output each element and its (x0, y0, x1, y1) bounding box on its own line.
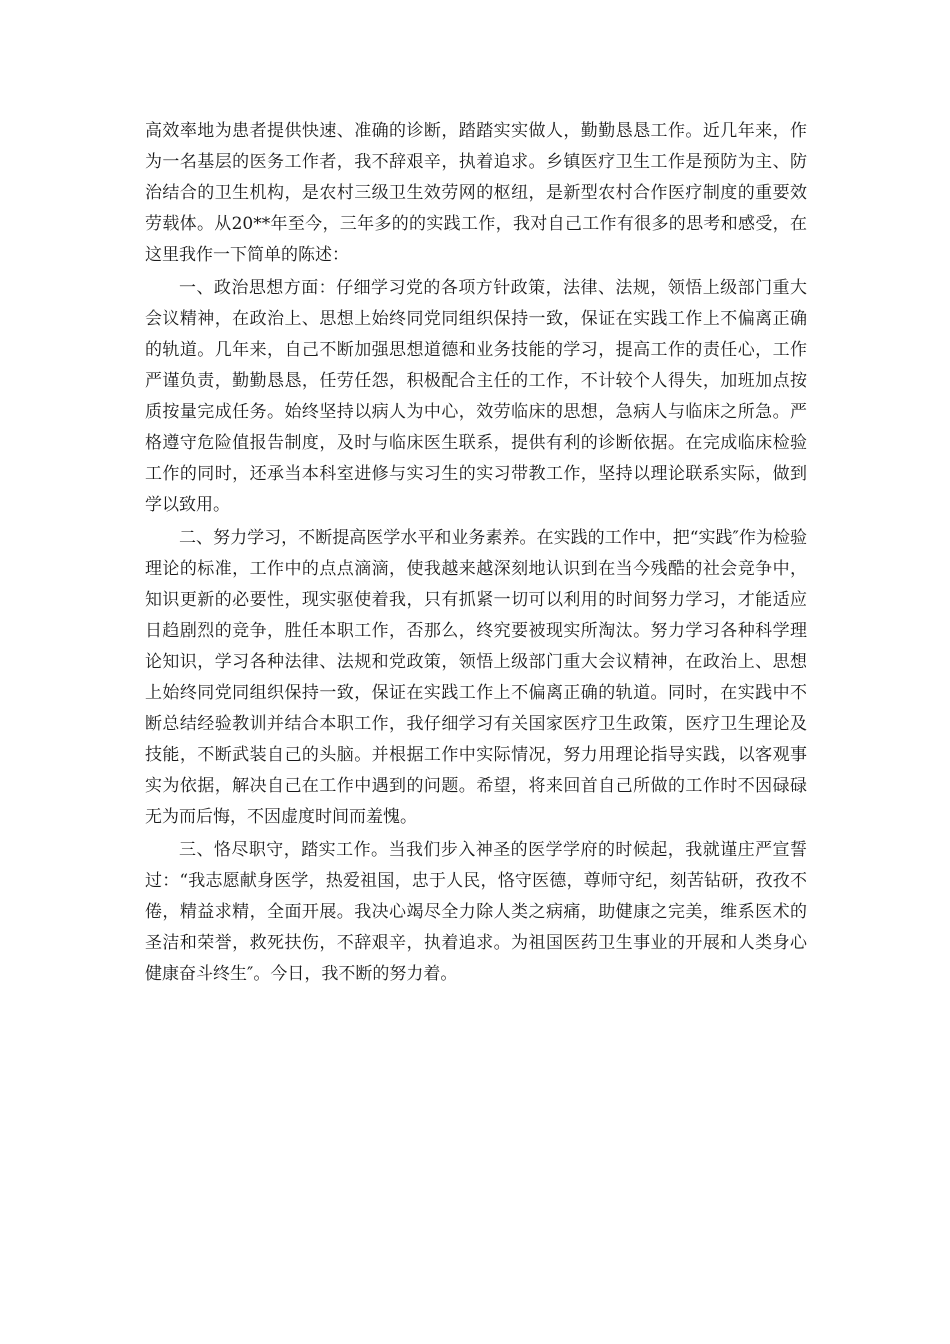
paragraph-study: 二、努力学习，不断提高医学水平和业务素养。在实践的工作中，把“实践″作为检验理论的标准，工作中的点点滴滴，使我越来越深刻地认识到在当今残酷的社会竞争中，知识更新的必要性，现实驱使着我，只有抓紧一切可以利用的时间努力学习，才能适应日趋剧烈的竞争，胜任本职工作，否那么，终究要被现实所淘汰。努力学习各种科学理论知识，学习各种法律、法规和党政策，领悟上级部门重大会议精神，在政治上、思想上始终同党同组织保持一致，保证在实践工作上不偏离正确的轨道。同时，在实践中不断总结经验教训并结合本职工作，我仔细学习有关国家医疗卫生政策，医疗卫生理论及技能，不断武装自己的头脑。并根据工作中实际情况，努力用理论指导实践，以客观事实为依据，解决自己在工作中遇到的问题。希望，将来回首自己所做的工作时不因碌碌无为而后悔，不因虚度时间而羞愧。 (145, 528, 807, 827)
paragraph-political-thought: 一、政治思想方面：仔细学习党的各项方针政策，法律、法规，领悟上级部门重大会议精神，在政治上、思想上始终同党同组织保持一致，保证在实践工作上不偏离正确的轨道。几年来，自己不断加强思想道德和业务技能的学习，提高工作的责任心，工作严谨负责，勤勤恳恳，任劳任怨，积极配合主任的工作，不计较个人得失，加班加点按质按量完成任务。始终坚持以病人为中心，效劳临床的思想，急病人与临床之所急。严格遵守危险值报告制度，及时与临床医生联系，提供有利的诊断依据。在完成临床检验工作的同时，还承当本科室进修与实习生的实习带教工作，坚持以理论联系实际，做到学以致用。 (145, 278, 807, 515)
document-body (145, 116, 807, 992)
paragraph-duty: 三、恪尽职守，踏实工作。当我们步入神圣的医学学府的时候起，我就谨庄严宣誓过：“我志愿献身医学，热爱祖国，忠于人民，恪守医德，尊师守纪，刻苦钻研，孜孜不倦，精益求精，全面开展。我决心竭尽全力除人类之病痛，助健康之完美，维系医术的圣洁和荣誉，救死扶伤，不辞艰辛，执着追求。为祖国医药卫生事业的开展和人类身心健康奋斗终生″。今日，我不断的努力着。 (145, 840, 807, 984)
paragraph-intro: 高效率地为患者提供快速、准确的诊断，踏踏实实做人，勤勤恳恳工作。近几年来，作为一名基层的医务工作者，我不辞艰辛，执着追求。乡镇医疗卫生工作是预防为主、防治结合的卫生机构，是农村三级卫生效劳网的枢纽，是新型农村合作医疗制度的重要效劳载体。从20**年至今，三年多的的实践工作，我对自己工作有很多的思考和感受，在这里我作一下简单的陈述： (145, 121, 807, 265)
